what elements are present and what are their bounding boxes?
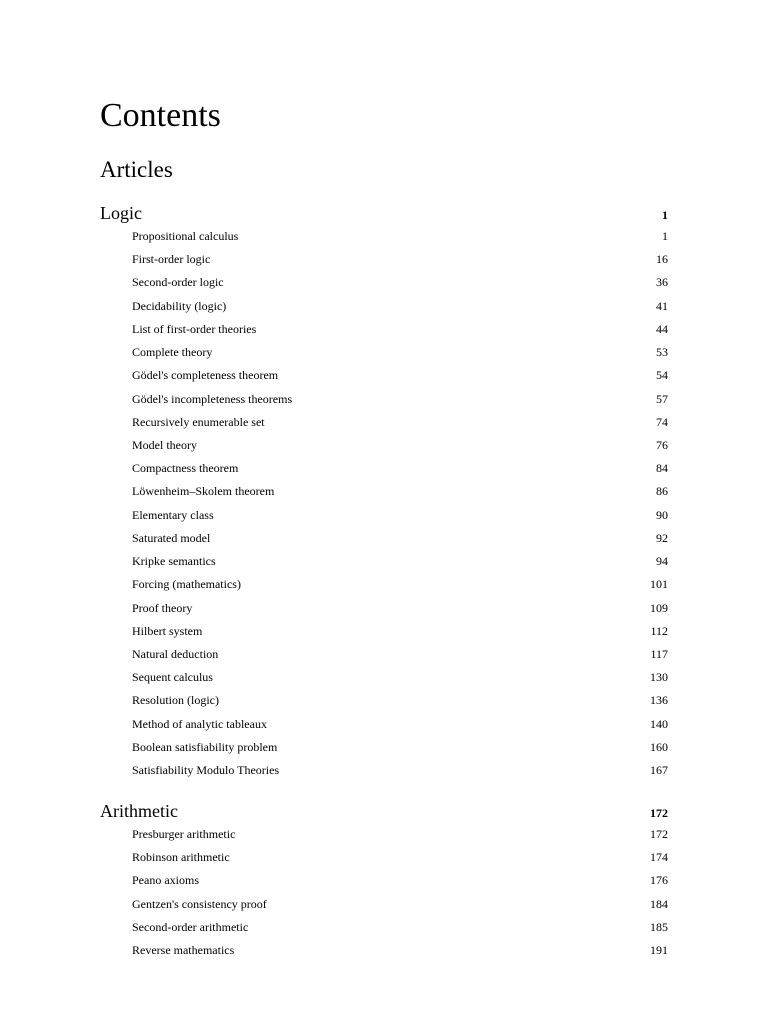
- toc-entry[interactable]: [100, 666, 668, 689]
- toc-entry[interactable]: [100, 550, 668, 573]
- entry-page-number: 41: [656, 298, 668, 313]
- toc-entry[interactable]: [100, 527, 668, 550]
- entry-page-number: 1: [662, 229, 668, 243]
- entry-page-number: 130: [650, 670, 668, 685]
- entry-title[interactable]: Kripke semantics: [132, 554, 216, 569]
- entry-page-number: 57: [656, 391, 668, 406]
- entry-page-number: 101: [650, 577, 668, 592]
- entry-title[interactable]: Peano axioms: [132, 873, 199, 888]
- entry-title[interactable]: Forcing (mathematics): [132, 577, 241, 592]
- entry-page-number: 174: [650, 850, 668, 865]
- entry-page-number: 86: [656, 484, 668, 499]
- toc-entry[interactable]: [100, 736, 668, 759]
- toc-entry[interactable]: [100, 597, 668, 620]
- entry-title[interactable]: Löwenheim–Skolem theorem: [132, 484, 275, 499]
- section-title: Arithmetic: [100, 801, 178, 821]
- entry-title[interactable]: Recursively enumerable set: [132, 414, 265, 429]
- entry-title[interactable]: Satisfiability Modulo Theories: [132, 763, 280, 778]
- entry-page-number: 185: [650, 919, 668, 934]
- entry-title[interactable]: Proof theory: [132, 600, 193, 615]
- entry-page-number: 160: [650, 739, 668, 754]
- toc-entry[interactable]: [100, 504, 668, 527]
- entry-title[interactable]: Gödel's completeness theorem: [132, 368, 279, 383]
- section-page-number: 1: [662, 208, 668, 222]
- toc-entry[interactable]: [100, 364, 668, 387]
- entry-title[interactable]: Propositional calculus: [132, 229, 239, 243]
- section-title: Logic: [100, 203, 142, 223]
- entry-title[interactable]: Gödel's incompleteness theorems: [132, 391, 293, 406]
- toc-entry[interactable]: [100, 388, 668, 411]
- entry-title[interactable]: Decidability (logic): [132, 298, 227, 313]
- entry-page-number: 176: [650, 873, 668, 888]
- entry-page-number: 90: [656, 507, 668, 522]
- section-header: [100, 202, 668, 225]
- entry-title[interactable]: Presburger arithmetic: [132, 827, 236, 841]
- entry-title[interactable]: Complete theory: [132, 345, 213, 360]
- entry-title[interactable]: Natural deduction: [132, 646, 219, 661]
- page-title: Contents: [100, 97, 221, 134]
- toc-entry[interactable]: [100, 916, 668, 939]
- toc-entry[interactable]: [100, 939, 668, 962]
- entry-title[interactable]: Boolean satisfiability problem: [132, 739, 278, 754]
- entry-page-number: 74: [656, 414, 668, 429]
- entry-page-number: 172: [650, 827, 668, 841]
- toc-entry[interactable]: [100, 846, 668, 869]
- entry-title[interactable]: Sequent calculus: [132, 670, 213, 685]
- entry-page-number: 109: [650, 600, 668, 615]
- entry-title[interactable]: Robinson arithmetic: [132, 850, 230, 865]
- toc-entry[interactable]: [100, 434, 668, 457]
- entry-title[interactable]: Hilbert system: [132, 623, 203, 638]
- entry-title[interactable]: Second-order logic: [132, 275, 224, 290]
- toc-entry[interactable]: [100, 318, 668, 341]
- section-page-number: 172: [650, 806, 668, 820]
- toc-entry[interactable]: [100, 759, 668, 782]
- entry-title[interactable]: Elementary class: [132, 507, 214, 522]
- toc-entry[interactable]: [100, 643, 668, 666]
- entry-title[interactable]: Gentzen's consistency proof: [132, 896, 267, 911]
- entry-title[interactable]: Second-order arithmetic: [132, 919, 249, 934]
- entry-page-number: 44: [656, 321, 668, 336]
- toc-entry[interactable]: [100, 271, 668, 294]
- entry-title[interactable]: Method of analytic tableaux: [132, 716, 267, 731]
- toc-entry[interactable]: [100, 823, 668, 846]
- section-header: [100, 800, 668, 823]
- toc-entry[interactable]: [100, 689, 668, 712]
- entry-page-number: 112: [650, 623, 668, 638]
- entry-list: [100, 225, 668, 782]
- toc-entry[interactable]: [100, 620, 668, 643]
- section-arithmetic: [100, 800, 668, 962]
- toc-entry[interactable]: [100, 225, 668, 248]
- entry-title[interactable]: Reverse mathematics: [132, 943, 235, 958]
- toc-entry[interactable]: [100, 295, 668, 318]
- toc-entry[interactable]: [100, 457, 668, 480]
- entry-title[interactable]: First-order logic: [132, 252, 211, 267]
- toc-entry[interactable]: [100, 341, 668, 364]
- entry-page-number: 94: [656, 554, 668, 569]
- entry-title[interactable]: Compactness theorem: [132, 461, 239, 476]
- entry-title[interactable]: Resolution (logic): [132, 693, 219, 708]
- entry-page-number: 16: [656, 252, 668, 267]
- entry-page-number: 191: [650, 943, 668, 958]
- entry-title[interactable]: List of first-order theories: [132, 321, 257, 336]
- toc-entry[interactable]: [100, 573, 668, 596]
- section-logic: [100, 202, 668, 782]
- entry-page-number: 92: [656, 530, 668, 545]
- entry-page-number: 76: [656, 437, 668, 452]
- toc-entry[interactable]: [100, 893, 668, 916]
- entry-page-number: 136: [650, 693, 668, 708]
- toc-entry[interactable]: [100, 480, 668, 503]
- entry-page-number: 53: [656, 345, 668, 360]
- toc-entry[interactable]: [100, 713, 668, 736]
- entry-list: [100, 823, 668, 962]
- toc-entry[interactable]: [100, 248, 668, 271]
- entry-title[interactable]: Saturated model: [132, 530, 211, 545]
- toc-entry[interactable]: [100, 869, 668, 892]
- entry-page-number: 54: [656, 368, 668, 383]
- toc-entry[interactable]: [100, 411, 668, 434]
- entry-page-number: 117: [650, 646, 668, 661]
- entry-page-number: 84: [656, 461, 668, 476]
- entry-page-number: 184: [650, 896, 668, 911]
- page-subtitle: Articles: [100, 157, 173, 182]
- entry-title[interactable]: Model theory: [132, 437, 197, 452]
- entry-page-number: 167: [650, 763, 668, 778]
- entry-page-number: 36: [656, 275, 668, 290]
- entry-page-number: 140: [650, 716, 668, 731]
